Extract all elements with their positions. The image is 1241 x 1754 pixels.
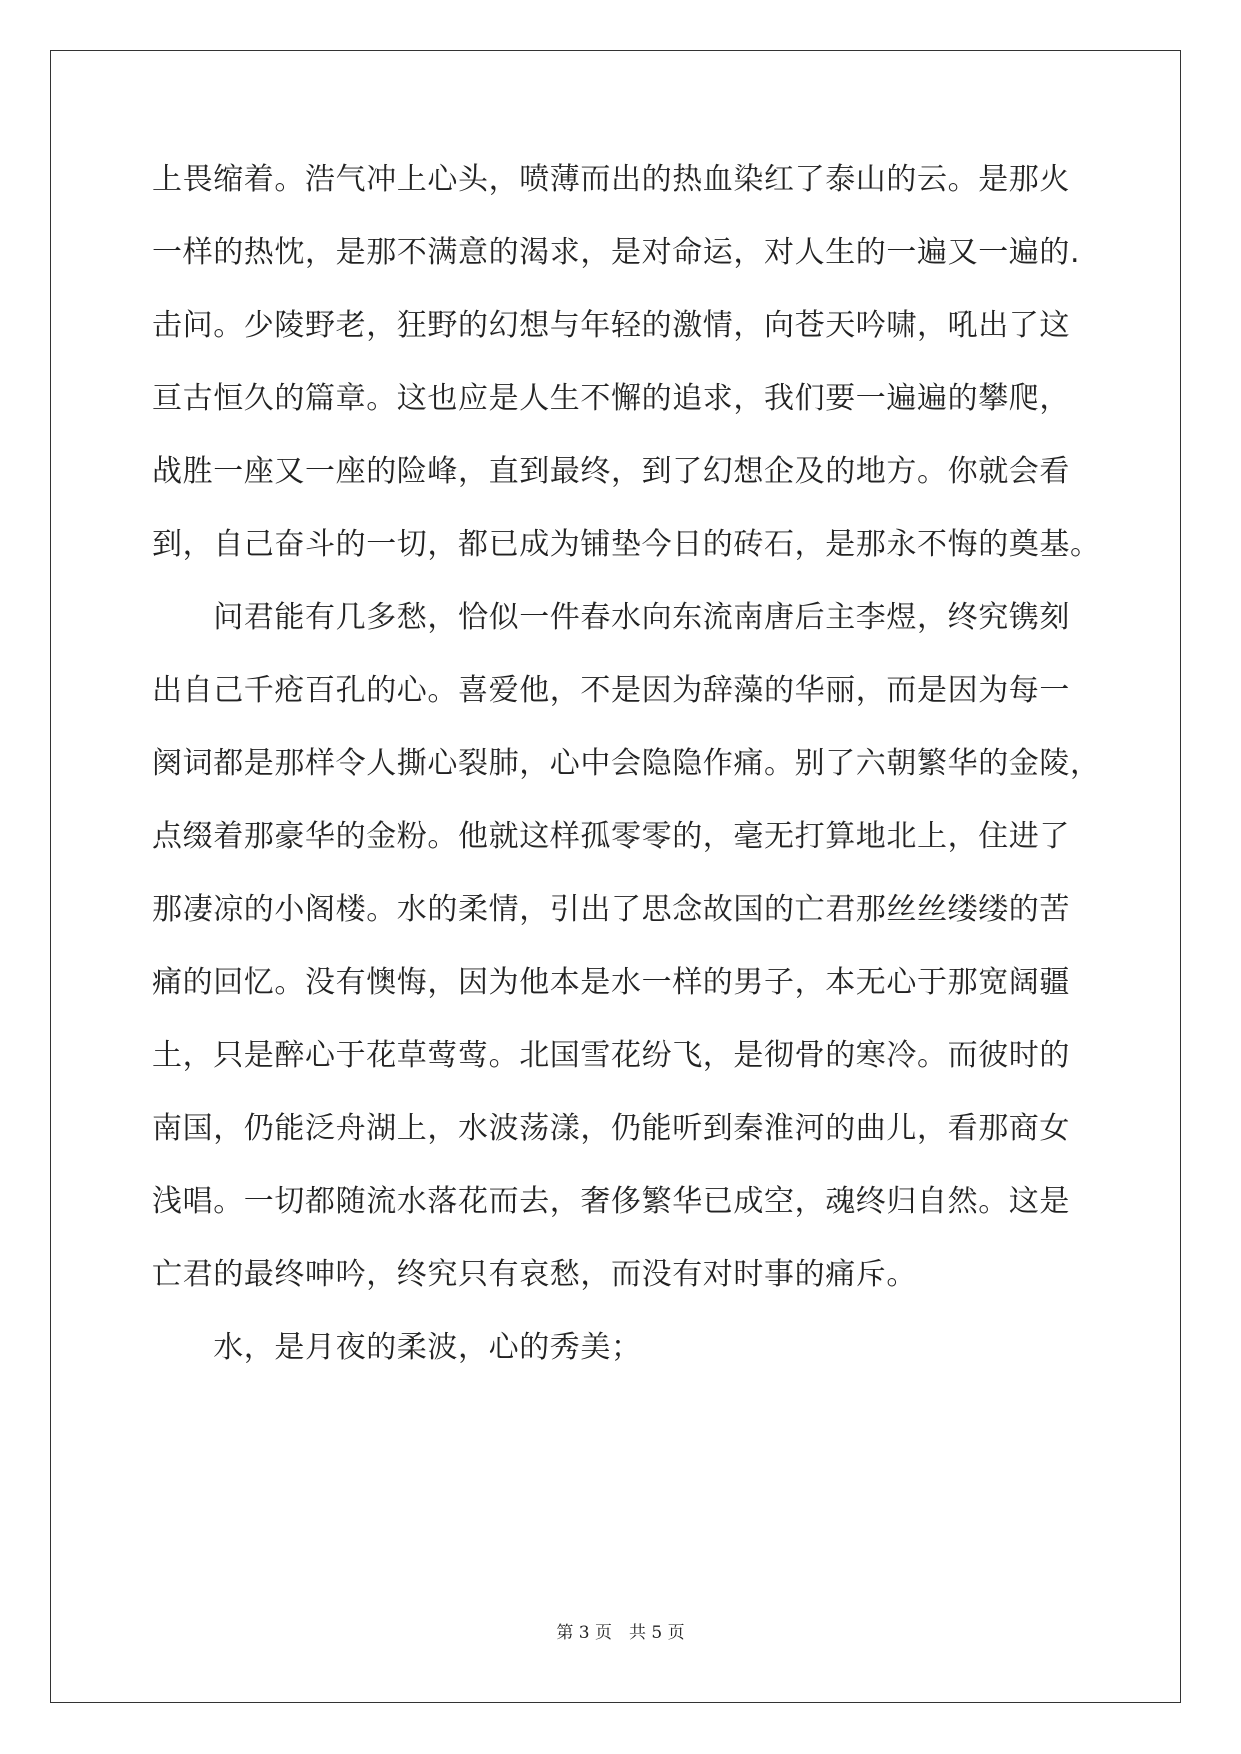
body-line: 一样的热忱，是那不满意的渴求，是对命运，对人生的一遍又一遍的. — [152, 235, 1081, 270]
page-footer — [0, 1622, 1241, 1644]
body-line: 土，只是醉心于花草莺莺。北国雪花纷飞，是彻骨的寒冷。而彼时的 — [152, 1038, 1070, 1073]
body-line: 亡君的最终呻吟，终究只有哀愁，而没有对时事的痛斥。 — [152, 1257, 917, 1292]
body-line: 击问。少陵野老，狂野的幻想与年轻的激情，向苍天吟啸，吼出了这 — [152, 308, 1070, 343]
body-line: 阕词都是那样令人撕心裂肺，心中会隐隐作痛。别了六朝繁华的金陵， — [152, 746, 1101, 781]
body-line: 水，是月夜的柔波，心的秀美； — [152, 1330, 642, 1365]
body-line: 点缀着那豪华的金粉。他就这样孤零零的，毫无打算地北上，住进了 — [152, 819, 1070, 854]
body-line: 亘古恒久的篇章。这也应是人生不懈的追求，我们要一遍遍的攀爬， — [152, 381, 1070, 416]
body-line: 那凄凉的小阁楼。水的柔情，引出了思念故国的亡君那丝丝缕缕的苦 — [152, 892, 1070, 927]
body-line: 上畏缩着。浩气冲上心头，喷薄而出的热血染红了泰山的云。是那火 — [152, 162, 1070, 197]
body-line: 南国，仍能泛舟湖上，水波荡漾，仍能听到秦淮河的曲儿，看那商女 — [152, 1111, 1070, 1146]
body-line: 痛的回忆。没有懊悔，因为他本是水一样的男子，本无心于那宽阔疆 — [152, 965, 1070, 1000]
body-line: 问君能有几多愁，恰似一件春水向东流南唐后主李煜，终究镌刻 — [152, 600, 1070, 635]
body-line: 到，自己奋斗的一切，都已成为铺垫今日的砖石，是那永不悔的奠基。 — [152, 527, 1101, 562]
page-border — [50, 50, 1181, 1703]
page-number-label: 第 3 页 共 5 页 — [556, 1623, 685, 1643]
body-line: 战胜一座又一座的险峰，直到最终，到了幻想企及的地方。你就会看 — [152, 454, 1070, 489]
body-line: 出自己千疮百孔的心。喜爱他，不是因为辞藻的华丽，而是因为每一 — [152, 673, 1070, 708]
body-line: 浅唱。一切都随流水落花而去，奢侈繁华已成空，魂终归自然。这是 — [152, 1184, 1070, 1219]
